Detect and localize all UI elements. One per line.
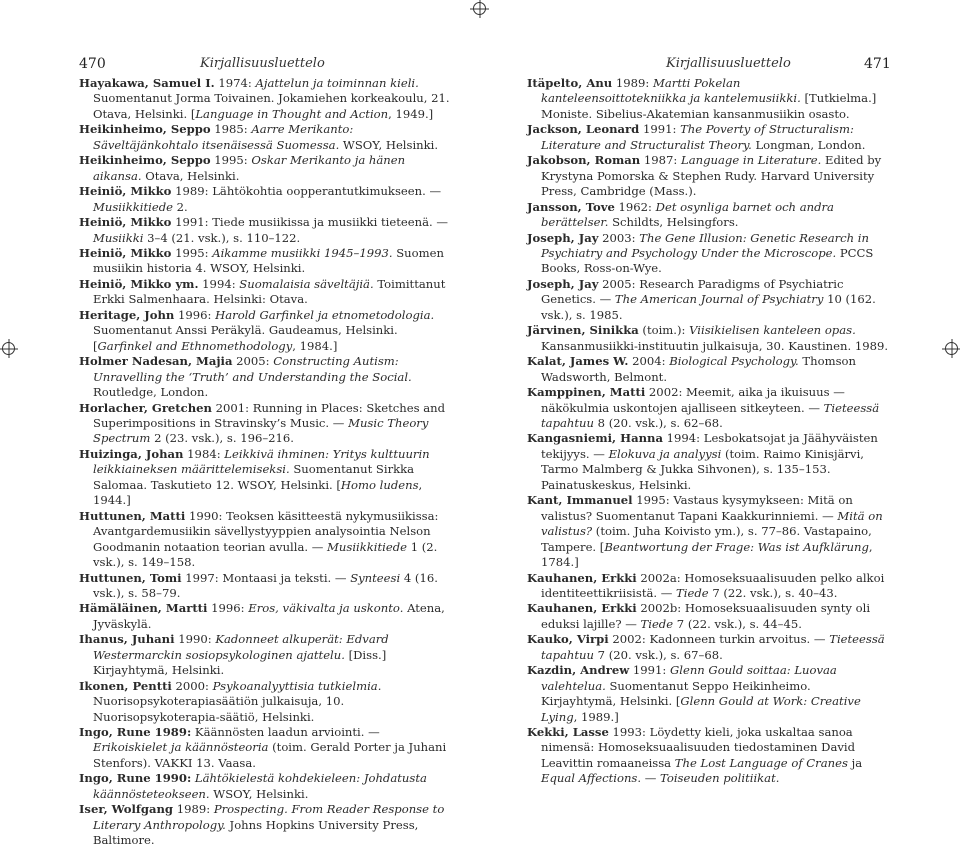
- entry-text: 2.: [172, 199, 188, 214]
- entry-title: Lähtökielestä kohdekieleen: Johdatusta käännösteteokseen.: [93, 771, 427, 801]
- bibliography-entry: [79, 308, 451, 354]
- entry-author: Huttunen, Matti: [79, 508, 186, 523]
- entry-text: 2 (23. vsk.), s. 196–216.: [150, 431, 294, 446]
- entry-title: Musiikkitiede: [93, 199, 173, 214]
- entry-title: Tieteessä tapahtuu: [541, 400, 880, 430]
- entry-text: Suomentanut Jorma Toivainen. Jokamiehen korkeakoulu, 21. Otava, Helsinki. [: [93, 91, 450, 121]
- entry-title: Prospecting. From Reader Response to Literary Anthropology.: [93, 802, 445, 832]
- entry-title: Martti Pokelan kanteleensoittotekniikka ja kantelemusiikki.: [541, 76, 801, 106]
- entry-title: Homo ludens: [340, 477, 419, 492]
- bibliography-entry: [79, 215, 451, 246]
- bibliography-entry: [79, 771, 451, 802]
- entry-title: Biological Psychology.: [669, 354, 799, 369]
- entry-text: ja: [847, 755, 863, 770]
- entry-title: Garfinkel and Ethnomethodology: [97, 338, 293, 353]
- entry-text: , 1949.]: [388, 106, 434, 121]
- entry-text: Toimittanut Erkki Salmenhaara. Helsinki: Otava.: [93, 276, 446, 307]
- entry-author: Heiniö, Mikko: [79, 184, 172, 199]
- entry-title: Aikamme musiikki 1945–1993.: [212, 245, 393, 260]
- entry-title: The Lost Language of Cranes: [674, 755, 848, 770]
- entry-author: Kant, Immanuel: [527, 493, 633, 508]
- entry-text: 1990:: [174, 632, 216, 647]
- entry-title: Det osynliga barnet och andra berättelser.: [541, 199, 834, 230]
- entry-title: Tieteessä tapahtuu: [541, 632, 885, 662]
- entry-text: 2002: Meemit, aika ja ikuisuus — näkökulmia uskontojen ajalliseen sitkeyteen. —: [541, 385, 845, 415]
- entry-author: Kangasniemi, Hanna: [527, 431, 663, 446]
- bibliography-entry: [79, 509, 451, 571]
- bibliography-entry: [79, 76, 451, 122]
- bibliography-entry: [79, 184, 451, 215]
- entry-text: Otava, Helsinki.: [141, 168, 240, 183]
- bibliography-entry: [79, 153, 451, 184]
- entry-text: , 1984.]: [292, 338, 338, 353]
- entry-text: 2002: Kadonneen turkin arvoitus. —: [608, 632, 830, 647]
- entry-title: Tiede: [640, 616, 674, 631]
- left-running-head: Kirjallisuusluettelo: [200, 56, 325, 71]
- entry-title: Leikkivä ihminen: Yritys kulttuurin leikkiaineksen määrittelemiseksi.: [93, 446, 430, 477]
- entry-text: , 1784.]: [541, 539, 873, 570]
- bibliography-entry: [79, 802, 451, 848]
- entry-title: The Gene Illusion: Genetic Research in Psychiatry and Psychology Under the Microscope.: [541, 230, 869, 260]
- entry-author: Kauhanen, Erkki: [527, 570, 637, 585]
- entry-text: 1996:: [174, 307, 216, 322]
- entry-text: 2003:: [598, 230, 640, 245]
- entry-text: PCCS Books, Ross-on-Wye.: [541, 245, 874, 276]
- bibliography-entry: [527, 431, 889, 493]
- bibliography-entry: [79, 122, 451, 153]
- entry-text: Thomson Wadsworth, Belmont.: [541, 354, 857, 384]
- entry-author: Jackson, Leonard: [527, 122, 640, 137]
- entry-text: 1974:: [214, 76, 256, 90]
- entry-text: 1995:: [171, 245, 213, 260]
- entry-author: Heiniö, Mikko: [79, 215, 172, 230]
- entry-author: Heritage, John: [79, 307, 175, 322]
- entry-author: Ingo, Rune 1989:: [79, 725, 192, 740]
- entry-title: Language in Literature.: [681, 153, 822, 168]
- entry-title: Glenn Gould at Work: Creative Lying: [541, 694, 861, 724]
- bibliography-entry: [79, 277, 451, 308]
- bibliography-entry: [79, 447, 451, 509]
- entry-text: , 1989.]: [573, 709, 619, 724]
- entry-title: Kadonneet alkuperät: Edvard Westermarckin sosiopsykologinen ajattelu.: [93, 632, 389, 662]
- entry-text: 1989:: [612, 76, 653, 90]
- entry-author: Ihanus, Juhani: [79, 632, 175, 647]
- right-page-number: 471: [864, 56, 891, 72]
- entry-text: Atena, Jyväskylä.: [93, 601, 445, 631]
- entry-author: Jakobson, Roman: [527, 153, 641, 168]
- entry-title: Language in Thought and Action: [195, 106, 389, 121]
- entry-text: 1962:: [614, 199, 656, 214]
- bibliography-entry: [527, 385, 889, 431]
- entry-title: Equal Affections: [541, 771, 638, 786]
- entry-text: 1985:: [210, 122, 252, 137]
- entry-title: Tiede: [676, 585, 709, 600]
- entry-title: Harold Garfinkel ja etnometodologia.: [215, 307, 435, 322]
- entry-text: 7 (20. vsk.), s. 67–68.: [593, 647, 723, 662]
- entry-text: 8 (20. vsk.), s. 62–68.: [593, 415, 723, 430]
- entry-author: Joseph, Jay: [527, 230, 599, 245]
- bibliography-entry: [527, 323, 889, 354]
- entry-author: Heikinheimo, Seppo: [79, 122, 211, 137]
- entry-text: (toim. Juha Koivisto ym.), s. 77–86. Vastapaino, Tampere. [: [541, 524, 872, 554]
- entry-text: 1994: Lesbokatsojat ja Jäähyväisten tekijyys. —: [541, 431, 878, 461]
- entry-text: 10 (162. vsk.), s. 1985.: [541, 292, 876, 322]
- entry-text: 1989:: [173, 802, 214, 817]
- entry-text: 7 (22. vsk.), s. 40–43.: [708, 585, 838, 600]
- entry-title: Beantwortung der Frage: Was ist Aufklärung: [604, 539, 869, 554]
- bibliography-entry: [527, 663, 889, 725]
- bibliography-entry: [79, 725, 451, 771]
- entry-author: Heiniö, Mikko ym.: [79, 276, 199, 291]
- entry-text: Kansanmusiikki-instituutin julkaisuja, 30. Kaustinen. 1989.: [541, 338, 889, 353]
- bibliography-entry: [527, 725, 889, 787]
- bibliography-entry: [527, 277, 889, 323]
- entry-text: 1991: Tiede musiikissa ja musiikki tieteenä. —: [171, 215, 448, 230]
- bibliography-entry: [79, 354, 451, 400]
- right-running-head: Kirjallisuusluettelo: [666, 56, 791, 71]
- entry-title: Musiikki: [93, 230, 144, 245]
- entry-text: 1993: Löydetty kieli, joka uskaltaa sanoa nimensä: Homoseksuaalisuuden tiedostaminen David Leavittin romaaneissa: [541, 725, 856, 770]
- entry-text: 2000:: [171, 678, 213, 693]
- bibliography-entry: [79, 246, 451, 277]
- entry-author: Kazdin, Andrew: [527, 663, 630, 678]
- entry-title: The American Journal of Psychiatry: [614, 292, 824, 307]
- entry-author: Kamppinen, Matti: [527, 385, 646, 400]
- entry-author: Iser, Wolfgang: [79, 802, 174, 817]
- entry-text: 1989: Lähtökohtia oopperantutkimukseen. —: [171, 184, 442, 199]
- entry-text: Johns Hopkins University Press, Baltimore.: [93, 817, 419, 848]
- left-bibliography-column: [79, 76, 451, 849]
- entry-text: 2001: Running in Places: Sketches and Superimpositions in Stravinsky’s Music. —: [93, 400, 446, 430]
- entry-text: 1 (2. vsk.), s. 149–158.: [93, 539, 438, 570]
- entry-author: Heiniö, Mikko: [79, 245, 172, 260]
- entry-title: Constructing Autism: Unravelling the ‘Truth’ and Understanding the Social.: [93, 354, 412, 384]
- bibliography-entry: [527, 200, 889, 231]
- entry-text: 1991:: [629, 663, 670, 678]
- entry-text: Nuorisopsykoterapiasäätiön julkaisuja, 10. Nuorisopsykoterapia-säätiö, Helsinki.: [93, 694, 345, 724]
- entry-text: 1990: Teoksen käsitteestä nykymusiikissa: Avantgardemusiikin sävellystyyppien analysointia Nelson Goodmanin notaation teorian avulla. —: [93, 508, 439, 554]
- entry-author: Hämäläinen, Martti: [79, 601, 208, 616]
- entry-text: 1995: Vastaus kysymykseen: Mitä on valistus? Suomentanut Tapani Kaakkurinniemi. —: [541, 493, 853, 523]
- bibliography-entry: [79, 679, 451, 725]
- entry-title: The Poverty of Structuralism: Literature and Structuralist Theory.: [541, 122, 854, 152]
- entry-title: Psykoanalyyttisia tutkielmia.: [212, 678, 382, 693]
- entry-text: Käännösten laadun arviointi. —: [191, 725, 380, 740]
- entry-author: Itäpelto, Anu: [527, 76, 613, 90]
- entry-title: Synteesi: [350, 570, 401, 585]
- entry-author: Huttunen, Tomi: [79, 570, 182, 585]
- entry-text: [Tutkielma.] Moniste. Sibelius-Akatemian kansanmusiikin osasto.: [541, 91, 877, 121]
- entry-text: Suomentanut Sirkka Salomaa. Taskutieto 12. WSOY, Helsinki. [: [93, 462, 415, 492]
- entry-text: 1984:: [183, 446, 225, 461]
- entry-author: Järvinen, Sinikka: [527, 323, 639, 338]
- bibliography-entry: [527, 231, 889, 277]
- entry-text: [Diss.] Kirjayhtymä, Helsinki.: [93, 647, 387, 678]
- entry-text: (toim.):: [638, 323, 690, 338]
- right-bibliography-column: [527, 76, 889, 787]
- entry-author: Heikinheimo, Seppo: [79, 153, 211, 168]
- entry-text: 1991:: [639, 122, 681, 137]
- registration-mark-icon: [473, 2, 486, 15]
- entry-text: (toim. Raimo Kinisjärvi, Tarmo Malmberg & Jukka Sihvonen), s. 135–153. Painatuskeskus, Helsinki.: [541, 446, 864, 492]
- entry-text: Suomentanut Anssi Peräkylä. Gaudeamus, Helsinki. [: [93, 323, 398, 353]
- entry-author: Holmer Nadesan, Majia: [79, 354, 233, 369]
- entry-title: Suomalaisia säveltäjiä.: [239, 276, 374, 291]
- bibliography-entry: [79, 571, 451, 602]
- entry-text: 2002a: Homoseksuaalisuuden pelko alkoi identiteettikriisistä. —: [541, 570, 885, 600]
- entry-title: Music Theory Spectrum: [93, 415, 429, 446]
- entry-text: 2005:: [232, 354, 274, 369]
- registration-mark-icon: [2, 342, 15, 355]
- entry-author: Huizinga, Johan: [79, 446, 184, 461]
- entry-author: Jansson, Tove: [527, 199, 615, 214]
- entry-title: Mitä on valistus?: [541, 508, 883, 539]
- bibliography-entry: [527, 354, 889, 385]
- entry-title: Viisikielisen kanteleen opas.: [689, 323, 856, 338]
- entry-text: 1994:: [198, 276, 240, 291]
- entry-title: Erikoiskielet ja käännösteoria: [93, 740, 269, 755]
- entry-author: Kalat, James W.: [527, 354, 629, 369]
- entry-author: Kekki, Lasse: [527, 725, 609, 740]
- entry-title: Aarre Merikanto: Säveltäjänkohtalo itsenäisessä Suomessa.: [93, 122, 354, 152]
- entry-text: 2002b: Homoseksuaalisuuden synty oli eduksi lajille? —: [541, 601, 871, 631]
- bibliography-entry: [527, 571, 889, 602]
- bibliography-entry: [527, 76, 889, 122]
- entry-text: 7 (22. vsk.), s. 44–45.: [673, 616, 802, 631]
- entry-title: Eros, väkivalta ja uskonto.: [248, 601, 404, 616]
- entry-author: Ikonen, Pentti: [79, 678, 172, 693]
- entry-text: 1996:: [207, 601, 249, 616]
- entry-text: , 1944.]: [93, 477, 423, 508]
- entry-text: 1987:: [640, 153, 682, 168]
- bibliography-entry: [79, 632, 451, 678]
- entry-text: . —: [637, 771, 661, 786]
- entry-text: 2004:: [628, 354, 670, 369]
- entry-text: Edited by Krystyna Pomorska & Stephen Rudy. Harvard University Press, Cambridge (Mass.).: [541, 153, 882, 199]
- entry-text: 1997: Montaasi ja teksti. —: [181, 570, 351, 585]
- bibliography-entry: [79, 601, 451, 632]
- entry-text: Longman, London.: [751, 137, 866, 152]
- entry-author: Ingo, Rune 1990:: [79, 771, 192, 786]
- entry-author: Horlacher, Gretchen: [79, 400, 212, 415]
- entry-text: 1995:: [210, 153, 252, 168]
- entry-author: Joseph, Jay: [527, 276, 599, 291]
- entry-text: Suomen musiikin historia 4. WSOY, Helsinki.: [93, 245, 444, 276]
- entry-text: 4 (16. vsk.), s. 58–79.: [93, 570, 438, 600]
- entry-title: Oskar Merikanto ja hänen aikansa.: [93, 153, 406, 183]
- entry-text: (toim. Gerald Porter ja Juhani Stenfors). VAKKI 13. Vaasa.: [93, 740, 447, 770]
- entry-text: Schildts, Helsingfors.: [608, 215, 739, 230]
- entry-title: Musiikkitiede: [327, 539, 408, 554]
- entry-title: Glenn Gould soittaa: Luovaa valehtelua.: [541, 663, 837, 693]
- entry-text: WSOY, Helsinki.: [339, 137, 439, 152]
- entry-text: Suomentanut Seppo Heikinheimo. Kirjayhtymä, Helsinki. [: [541, 678, 811, 709]
- bibliography-entry: [527, 632, 889, 663]
- bibliography-entry: [527, 122, 889, 153]
- entry-author: Kauko, Virpi: [527, 632, 609, 647]
- entry-author: Kauhanen, Erkki: [527, 601, 637, 616]
- bibliography-entry: [527, 153, 889, 199]
- registration-mark-icon: [945, 342, 958, 355]
- bibliography-entry: [527, 601, 889, 632]
- entry-author: Hayakawa, Samuel I.: [79, 76, 215, 90]
- left-page-number: 470: [79, 56, 106, 72]
- entry-title: Toiseuden politiikat.: [660, 771, 780, 786]
- bibliography-entry: [527, 493, 889, 570]
- entry-title: Ajattelun ja toiminnan kieli.: [255, 76, 419, 90]
- entry-text: WSOY, Helsinki.: [209, 786, 309, 801]
- bibliography-entry: [79, 401, 451, 447]
- entry-text: Routledge, London.: [93, 385, 209, 400]
- entry-title: Elokuva ja analyysi: [608, 446, 722, 461]
- entry-text: 3–4 (21. vsk.), s. 110–122.: [143, 230, 301, 245]
- entry-text: 2005: Research Paradigms of Psychiatric Genetics. —: [541, 276, 844, 307]
